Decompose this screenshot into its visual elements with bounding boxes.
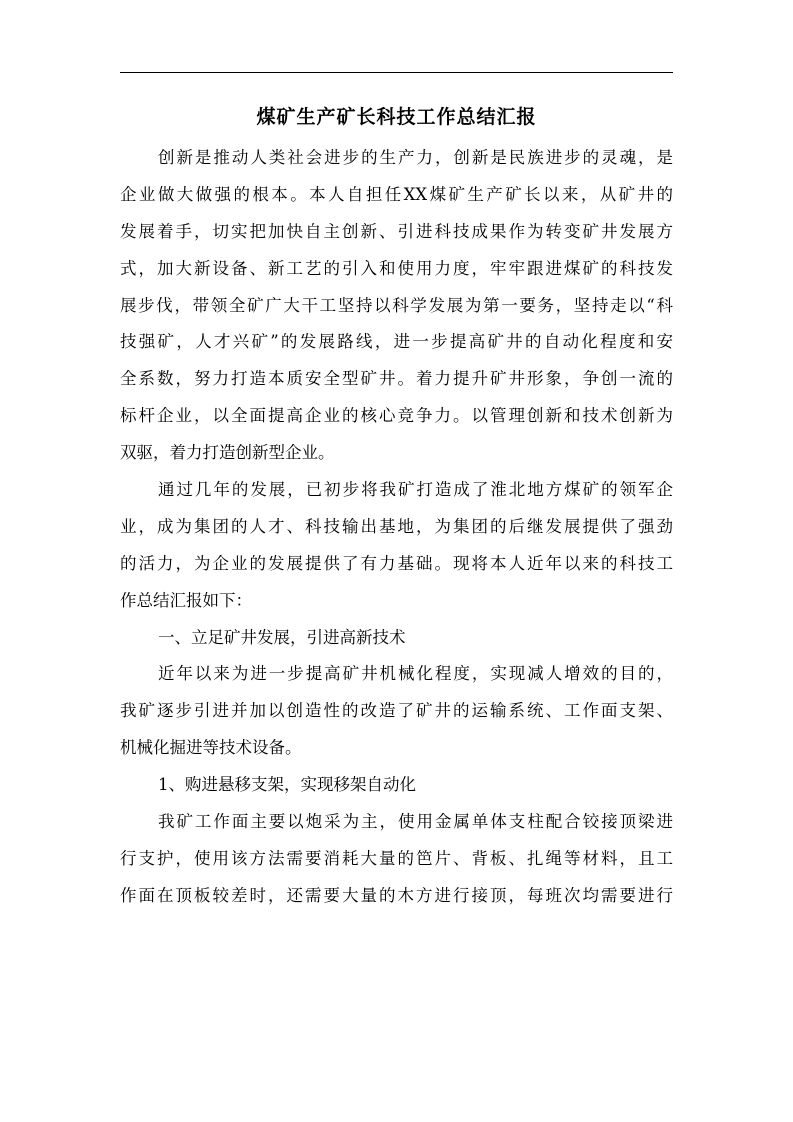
body-line: 作总结汇报如下： xyxy=(120,590,252,610)
body-line: 我矿工作面主要以炮采为主，使用金属单体支柱配合铰接顶梁进 xyxy=(158,812,673,832)
section-heading: 一、立足矿井发展，引进高新技术 xyxy=(158,627,406,647)
body-line: 通过几年的发展，已初步将我矿打造成了淮北地方煤矿的领军企 xyxy=(158,480,673,500)
body-line: 企业做大做强的根本。本人自担任XX煤矿生产矿长以来，从矿井的 xyxy=(120,184,673,204)
body-line: 创新是推动人类社会进步的生产力，创新是民族进步的灵魂，是 xyxy=(158,148,673,167)
body-line: 展步伐，带领全矿广大干工坚持以科学发展为第一要务，坚持走以“科 xyxy=(120,295,673,315)
body-line: 近年以来为进一步提高矿井机械化程度，实现减人增效的目的， xyxy=(158,664,673,684)
body-line: 发展着手，切实把加快自主创新、引进科技成果作为转变矿井发展方 xyxy=(120,221,673,241)
header-rule xyxy=(120,72,673,73)
document-title: 煤矿生产矿长科技工作总结汇报 xyxy=(256,106,537,128)
body-line: 机械化掘进等技术设备。 xyxy=(120,738,302,758)
body-line: 行支护，使用该方法需要消耗大量的笆片、背板、扎绳等材料，且工 xyxy=(120,848,673,868)
body-line: 标杆企业，以全面提高企业的核心竞争力。以管理创新和技术创新为 xyxy=(120,406,673,426)
body-line: 技强矿，人才兴矿”的发展路线，进一步提高矿井的自动化程度和安 xyxy=(120,332,673,352)
body-line: 作面在顶板较差时，还需要大量的木方进行接顶，每班次均需要进行 xyxy=(120,885,673,905)
body-line: 的活力，为企业的发展提供了有力基础。现将本人近年以来的科技工 xyxy=(120,553,673,573)
document-body xyxy=(120,140,673,915)
body-line: 全系数，努力打造本质安全型矿井。着力提升矿井形象，争创一流的 xyxy=(120,369,673,389)
subsection-heading: 1、购进悬移支架，实现移架自动化 xyxy=(158,775,416,795)
body-line: 式，加大新设备、新工艺的引入和使用力度，牢牢跟进煤矿的科技发 xyxy=(120,258,673,278)
body-line: 我矿逐步引进并加以创造性的改造了矿井的运输系统、工作面支架、 xyxy=(120,701,673,721)
body-line: 业，成为集团的人才、科技输出基地，为集团的后继发展提供了强劲 xyxy=(120,516,673,536)
body-line: 双驱，着力打造创新型企业。 xyxy=(120,443,335,463)
